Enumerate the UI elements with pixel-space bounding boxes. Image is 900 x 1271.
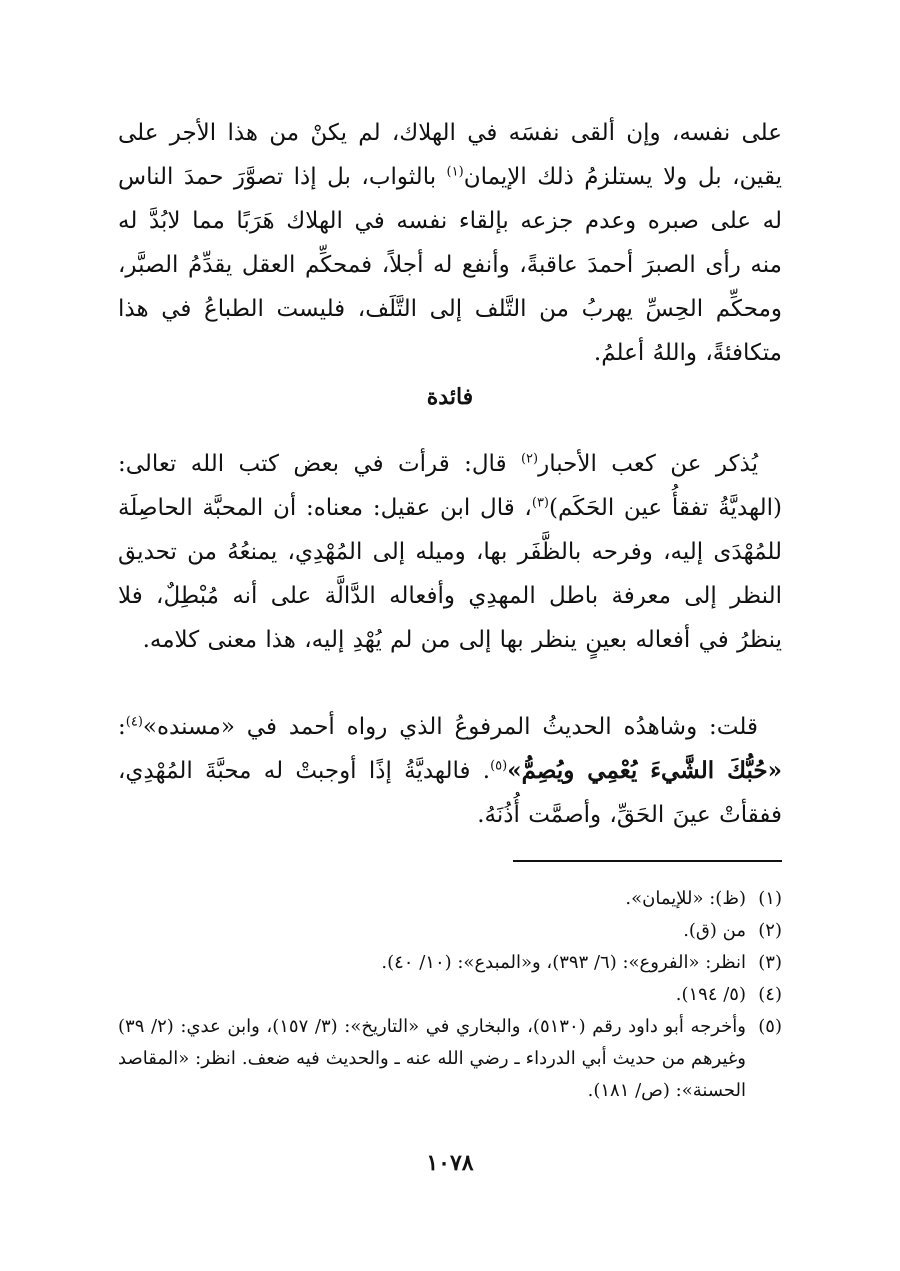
paragraph-3-part-c: . فالهديَّةُ إذًا أوجبتْ له محبَّةَ المُهْدِي، ففقأتْ عينَ الحَقِّ، وأصمَّت أُذُنَهُ. [118, 758, 782, 828]
footnote-number: (٥) [758, 1016, 782, 1037]
footnote-item [118, 979, 782, 1011]
footnote-number: (٢) [758, 920, 782, 941]
page-number: ١٠٧٨ [426, 1150, 474, 1176]
footnote-item [118, 1011, 782, 1107]
paragraph-1-text: على نفسه، وإن ألقى نفسَه في الهلاك، لم يكنْ من هذا الأجر على يقين، بل ولا يستلزمُ ذلك الإيمان [118, 120, 782, 190]
footnote-ref-3: (٣) [531, 495, 549, 511]
footnotes-section [118, 883, 782, 1107]
hadith-quote: «حُبُّكَ الشَّيءَ يُعْمِي ويُصِمُّ» [507, 757, 782, 784]
paragraph-3-part-b: : [118, 714, 126, 740]
footnote-ref-4: (٤) [125, 714, 143, 730]
section-heading: فائدة [426, 384, 474, 410]
footnote-number: (٣) [758, 952, 782, 973]
footnote-text: انظر: «الفروع»: (٦/ ٣٩٣)، و«المبدع»: (١٠/ ٤٠). [381, 952, 746, 973]
footnote-text: وأخرجه أبو داود رقم (٥١٣٠)، والبخاري في «التاريخ»: (٣/ ١٥٧)، وابن عدي: (٢/ ٣٩) وغيرهم من حديث أبي الدرداء ـ رضي الله عنه ـ والحديث فيه ضعف. انظر: «المقاصد الحسنة»: (ص/ ١٨١). [118, 1016, 746, 1101]
footnote-item [118, 947, 782, 979]
footnote-ref-1: (١) [446, 164, 464, 180]
paragraph-2-part-a: يُذكر عن كعب الأحبار [538, 451, 758, 477]
footnote-text: (ظ): «للإيمان». [625, 888, 746, 909]
footnote-text: (٥/ ١٩٤). [675, 984, 746, 1005]
footnote-item [118, 883, 782, 915]
footnote-item [118, 915, 782, 947]
paragraph-2-part-c: ، قال ابن عقيل: معناه: أن المحبَّة الحاصِلَة للمُهْدَى إليه، وفرحه بالظَّفَر بها، وميله إلى المُهْدِي، يمنعُهُ من تحديق النظر إلى معرفة باطل المهدِي وأفعاله الدَّالَّة على أنه مُبْطِلٌ، فلا ينظرُ في أفعاله بعينٍ ينظر بها إلى من لم يُهْدِ إليه، هذا معنى كلامه. [118, 495, 783, 653]
footnote-ref-5: (٥) [490, 758, 508, 774]
paragraph-main-3 [118, 705, 782, 837]
paragraph-2-part-b: قال: قرأت في بعض كتب الله تعالى: (الهديَّةُ تفقأُ عين الحَكَم) [118, 451, 782, 521]
paragraph-3-part-a: قلت: وشاهدُه الحديثُ المرفوعُ الذي رواه أحمد في «مسنده» [142, 714, 758, 740]
paragraph-main-1 [118, 111, 782, 375]
paragraph-main-2 [118, 442, 782, 662]
footnote-text: من (ق). [683, 920, 746, 941]
footnote-ref-2: (٢) [520, 451, 539, 467]
footnote-number: (٤) [758, 984, 782, 1005]
paragraph-1-tail: بالثواب، بل إذا تصوَّرَ حمدَ الناس له على صبره وعدم جزعه بإلقاء نفسه في الهلاك هَرَبًا مما لابُدَّ له منه رأى الصبرَ أحمدَ عاقبةً، وأنفع له أجلاً، فمحكِّم العقل يقدِّمُ الصبَّر، ومحكِّم الحِسِّ يهربُ من التَّلف إلى التَّلَف، فليست الطباعُ في هذا متكافئةً، واللهُ أعلمُ. [118, 164, 782, 366]
footnote-number: (١) [758, 888, 782, 909]
footnote-divider [513, 860, 782, 862]
